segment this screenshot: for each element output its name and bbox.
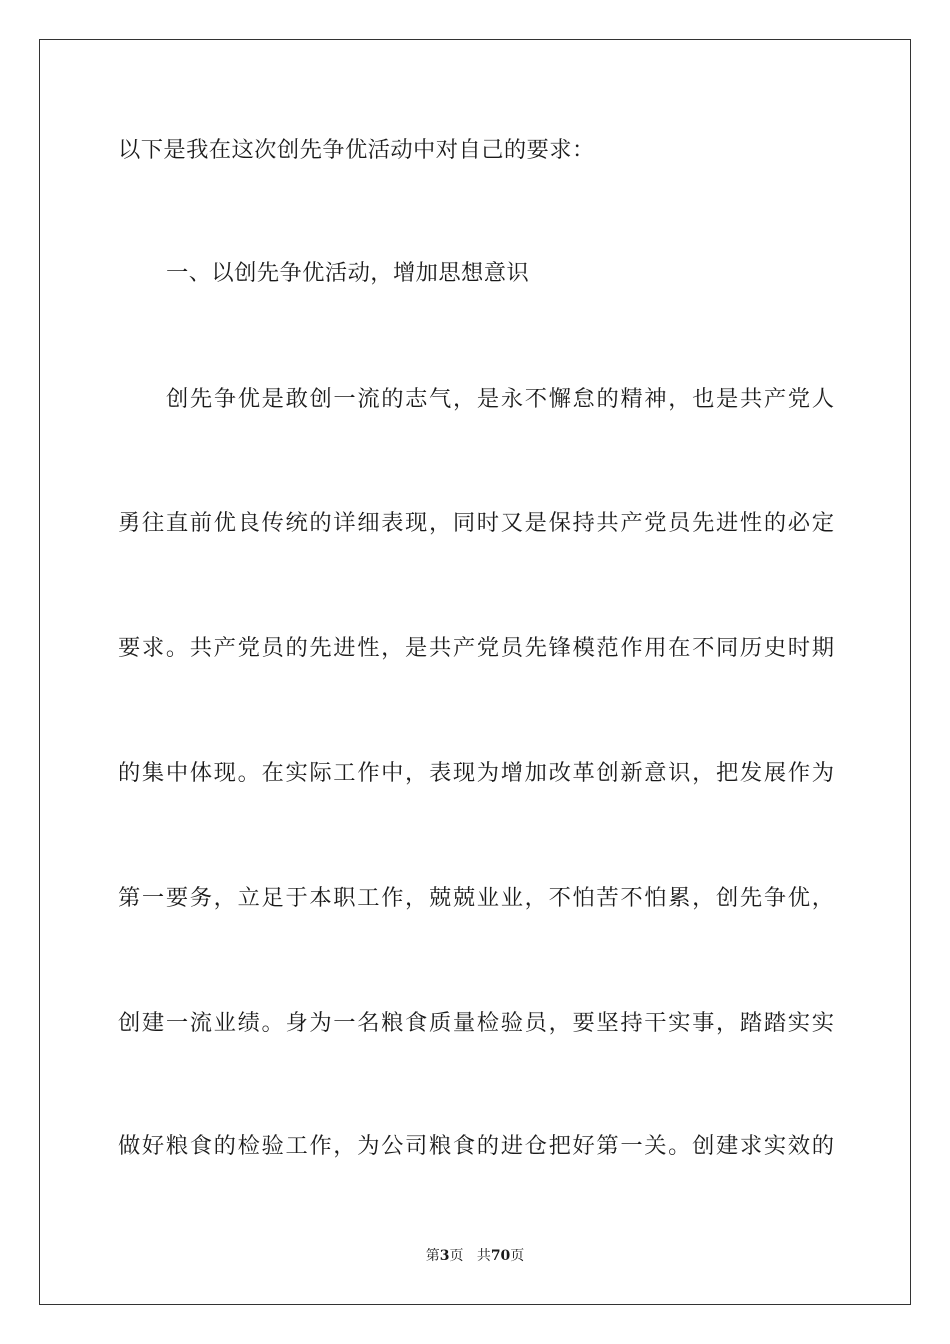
page-current: 3 (439, 1248, 450, 1264)
page-total: 70 (490, 1248, 511, 1264)
paragraph-line: 的集中体现。在实际工作中，表现为增加改革创新意识，把发展作为 (118, 760, 834, 786)
page-suffix: 页 (449, 1248, 464, 1264)
paragraph-line: 创建一流业绩。身为一名粮食质量检验员，要坚持干实事，踏踏实实 (118, 1010, 834, 1036)
paragraph-line: 创先争优是敢创一流的志气，是永不懈怠的精神，也是共产党人 (166, 386, 834, 412)
paragraph-line: 以下是我在这次创先争优活动中对自己的要求： (118, 137, 595, 163)
section-heading: 一、以创先争优活动，增加思想意识 (166, 260, 530, 286)
total-suffix: 页 (510, 1248, 525, 1264)
total-prefix: 共 (476, 1248, 491, 1264)
paragraph-line: 要求。共产党员的先进性，是共产党员先锋模范作用在不同历史时期 (118, 635, 834, 661)
paragraph-line: 第一要务，立足于本职工作，兢兢业业，不怕苦不怕累，创先争优， (118, 885, 834, 911)
paragraph-line: 做好粮食的检验工作，为公司粮食的进仓把好第一关。创建求实效的 (118, 1133, 834, 1159)
page-prefix: 第 (425, 1248, 440, 1264)
page-border (39, 39, 911, 1305)
paragraph-line: 勇往直前优良传统的详细表现，同时又是保持共产党员先进性的必定 (118, 510, 834, 536)
page-footer (0, 1246, 950, 1266)
